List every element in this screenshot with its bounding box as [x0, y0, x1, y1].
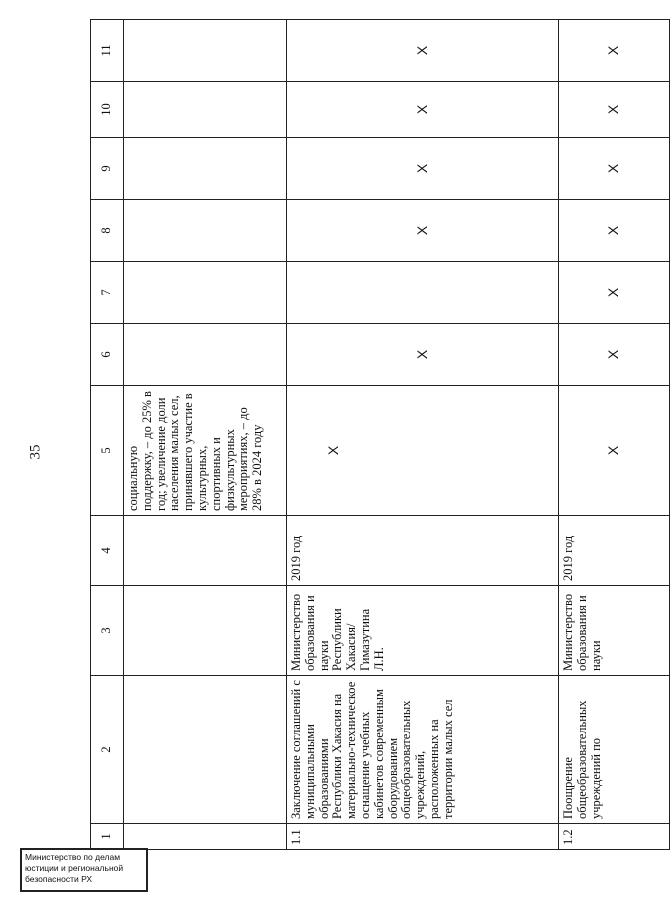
mark-cell: X [287, 324, 559, 386]
header-cell: 1 [91, 824, 124, 850]
measure-name-cell: Поощрение общеобразовательных учреждений по [559, 676, 670, 824]
measures-table [90, 19, 670, 850]
indicator-text-cell: социальную поддержку, – до 25% в год; увеличение доли населения малых сел, принявшего участие в культурных, спортивных и физкультурных мероприятиях, – до 28% в 2024 году [124, 386, 287, 516]
header-cell: 6 [91, 324, 124, 386]
mark-cell: X [559, 138, 670, 200]
year-cell: 2019 год [287, 516, 559, 586]
stamp-line: безопасности РХ [25, 874, 93, 884]
header-cell: 8 [91, 200, 124, 262]
table-rotated-container [90, 20, 622, 850]
page-number: 35 [27, 444, 44, 460]
mark-cell: X [287, 138, 559, 200]
mark-cell [287, 262, 559, 324]
table-row [559, 20, 670, 850]
header-cell: 3 [91, 586, 124, 676]
mark-cell: X [287, 20, 559, 82]
mark-cell: X [559, 262, 670, 324]
table-cell [124, 82, 287, 138]
mark-cell: X [559, 386, 670, 516]
landscape-table [90, 20, 622, 850]
table-cell [124, 262, 287, 324]
header-cell: 2 [91, 676, 124, 824]
mark-cell: X [559, 324, 670, 386]
table-cell [124, 516, 287, 586]
table-cell [124, 324, 287, 386]
header-cell: 4 [91, 516, 124, 586]
header-cell: 7 [91, 262, 124, 324]
row-number-cell: 1.1 [287, 824, 559, 850]
responsible-cell: Министерство образования и науки Республики Хакасия/ Гимазутина Л.Н. [287, 586, 559, 676]
continuation-row [124, 20, 287, 850]
measure-name-cell: Заключение соглашений с муниципальными образованиями Республики Хакасия на материально-техническое оснащение учебных кабинетов современным оборудованием общеобразовательных учреждений, расположенных на территории малых сел [287, 676, 559, 824]
responsible-cell: Министерство образования и науки [559, 586, 670, 676]
mark-cell: X [287, 386, 559, 516]
header-cell: 11 [91, 20, 124, 82]
stamp-line: юстиции и региональной [25, 863, 124, 873]
table-cell [124, 200, 287, 262]
table-cell [124, 586, 287, 676]
table-cell [124, 20, 287, 82]
row-number-cell: 1.2 [559, 824, 670, 850]
header-row [91, 20, 124, 850]
registration-stamp [20, 848, 148, 892]
mark-cell: X [559, 82, 670, 138]
table-row [287, 20, 559, 850]
header-cell: 5 [91, 386, 124, 516]
header-cell: 10 [91, 82, 124, 138]
mark-cell: X [559, 20, 670, 82]
mark-cell: X [559, 200, 670, 262]
table-cell [124, 676, 287, 824]
year-cell: 2019 год [559, 516, 670, 586]
mark-cell: X [287, 82, 559, 138]
table-cell [124, 138, 287, 200]
table-cell [124, 824, 287, 850]
stamp-line: Министерство по делам [25, 852, 121, 862]
header-cell: 9 [91, 138, 124, 200]
mark-cell: X [287, 200, 559, 262]
